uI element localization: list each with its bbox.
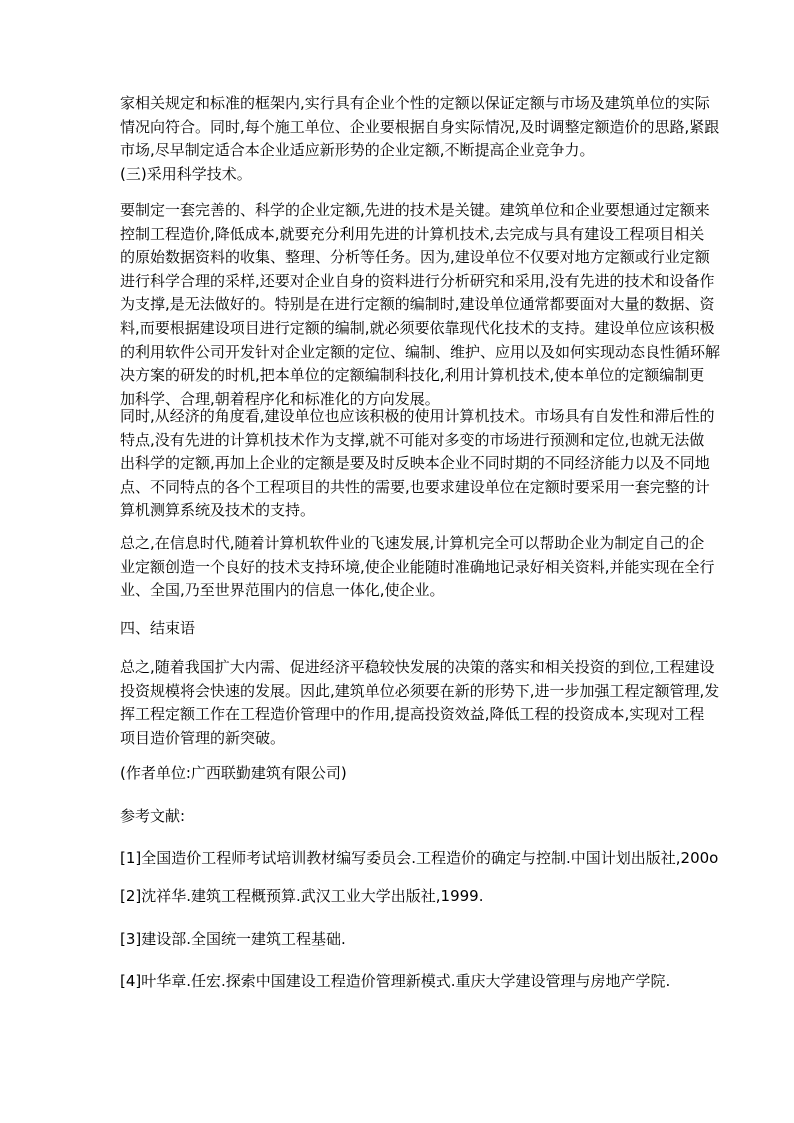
section-heading: 四、结束语	[120, 619, 196, 637]
author-line: (作者单位:广西联勤建筑有限公司)	[120, 764, 347, 782]
text-line: 挥工程定额工作在工程造价管理中的作用,提高投资效益,降低工程的投资成本,实现对工程	[120, 705, 705, 724]
author-affiliation	[120, 762, 676, 786]
reference-text: [2]沈祥华.建筑工程概预算.武汉工业大学出版社,1999.	[120, 887, 484, 905]
text-line: 控制工程造价,降低成本,就要充分利用先进的计算机技术,去完成与具有建设工程项目相关	[120, 224, 705, 243]
text-line: 家相关规定和标准的框架内,实行具有企业个性的定额以保证定额与市场及建筑单位的实际	[120, 94, 710, 112]
text-line: 加科学、合理,朝着程序化和标准化的方向发展。	[120, 389, 440, 408]
text-line: 料,而要根据建设项目进行定额的编制,就必须要依靠现代化技术的支持。建设单位应该积极	[120, 318, 715, 337]
text-line: 投资规模将会快速的发展。因此,建筑单位必须要在新的形势下,进一步加强工程定额管理,发	[120, 681, 720, 700]
text-line: 特点,没有先进的计算机技术作为支撑,就不可能对多变的市场进行预测和定位,也就无法做	[120, 430, 705, 449]
reference-text: [1]全国造价工程师考试培训教材编写委员会.工程造价的确定与控制.中国计划出版社,200o	[120, 849, 719, 867]
text-line: 项目造价管理的新突破。	[120, 728, 286, 747]
reference-item-1	[120, 847, 719, 871]
text-line: 要制定一套完善的、科学的企业定额,先进的技术是关键。建筑单位和企业要想通过定额来	[120, 201, 710, 219]
reference-text: [3]建设部.全国统一建筑工程基础.	[120, 930, 346, 948]
text-line: 市场,尽早制定适合本企业适应新形势的企业定额,不断提高企业竞争力。	[120, 141, 595, 160]
text-line: 业定额创造一个良好的技术支持环境,使企业能随时准确地记录好相关资料,并能实现在全行	[120, 557, 715, 576]
text-line: 进行科学合理的采样,还要对企业自身的资料进行分析研究和采用,没有先进的技术和设备作	[120, 271, 715, 290]
text-line: 的利用软件公司开发针对企业定额的定位、编制、维护、应用以及如何实现动态良性循环解	[120, 342, 721, 361]
text-line: 决方案的研发的时机,把本单位的定额编制科技化,利用计算机技术,使本单位的定额编制更	[120, 366, 705, 385]
reference-item-3	[120, 928, 676, 952]
paragraph-economy	[120, 405, 715, 523]
paragraph-intro	[120, 92, 720, 186]
reference-text: [4]叶华章.任宏.探索中国建设工程造价管理新模式.重庆大学建设管理与房地产学院.	[120, 972, 671, 990]
text-line: 总之,在信息时代,随着计算机软件业的飞速发展,计算机完全可以帮助企业为制定自己的企	[120, 534, 705, 552]
reference-item-4	[120, 970, 676, 994]
text-line: 为支撑,是无法做好的。特别是在进行定额的编制时,建设单位通常都要面对大量的数据、资	[120, 295, 715, 314]
text-line: 算机测算系统及技术的支持。	[120, 501, 316, 520]
section-heading-conclusion	[120, 617, 676, 641]
references-title	[120, 805, 676, 829]
text-line: 点、不同特点的各个工程项目的共性的需要,也要求建设单位在定额时要采用一套完整的计	[120, 477, 710, 496]
text-line: 的原始数据资料的收集、整理、分析等任务。因为,建设单位不仅要对地方定额或行业定额	[120, 248, 710, 267]
paragraph-technology	[120, 199, 721, 411]
text-line: 情况向符合。同时,每个施工单位、企业要根据自身实际情况,及时调整定额造价的思路,紧跟	[120, 117, 720, 136]
reference-item-2	[120, 885, 676, 909]
references-heading: 参考文献:	[120, 807, 186, 825]
paragraph-summary	[120, 532, 715, 603]
text-line: 同时,从经济的角度看,建设单位也应该积极的使用计算机技术。市场具有自发性和滞后性的	[120, 407, 715, 425]
paragraph-conclusion	[120, 656, 720, 750]
text-line: 总之,随着我国扩大内需、促进经济平稳较快发展的决策的落实和相关投资的到位,工程建设	[120, 658, 715, 676]
text-line: 业、全国,乃至世界范围内的信息一体化,使企业。	[120, 581, 445, 600]
subheading-adopt-technology: (三)采用科学技术。	[120, 164, 252, 183]
text-line: 出科学的定额,再加上企业的定额是要及时反映本企业不同时期的不同经济能力以及不同地	[120, 454, 710, 473]
